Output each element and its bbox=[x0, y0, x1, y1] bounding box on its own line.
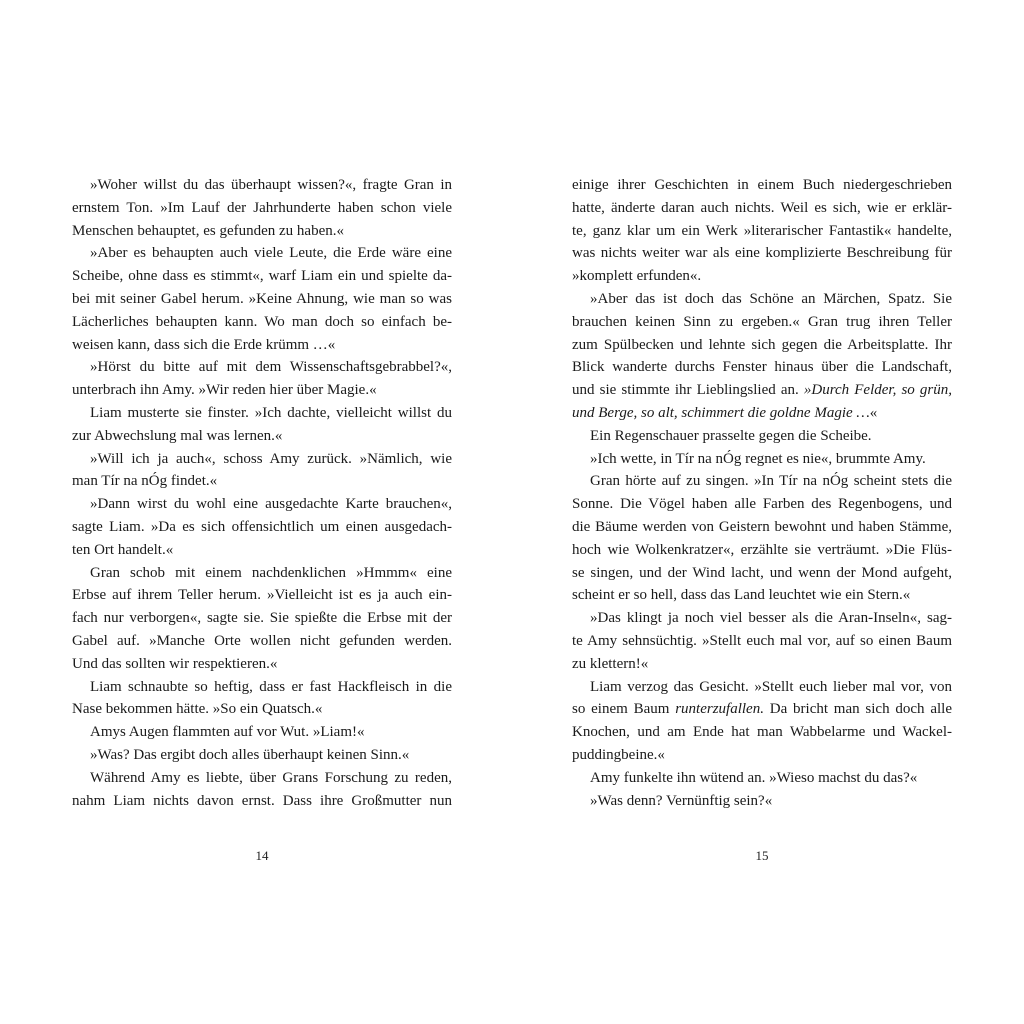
text-line bbox=[572, 448, 952, 471]
text-line bbox=[572, 721, 952, 744]
text-line bbox=[572, 607, 952, 630]
line-text: te, ganz klar um ein Werk »literarischer Fantastik« handelte, bbox=[572, 222, 952, 239]
line-text: »Aber das ist doch das Schöne an Märchen, Spatz. Sie bbox=[590, 290, 952, 307]
text-line bbox=[72, 379, 452, 402]
text-line bbox=[572, 744, 952, 767]
line-text: »Hörst du bitte auf mit dem Wissenschaftsgebrabbel?«, bbox=[90, 359, 452, 376]
text-line bbox=[572, 470, 952, 493]
line-text: bei mit seiner Gabel herum. »Keine Ahnung, wie man so was bbox=[72, 290, 452, 307]
text-line bbox=[72, 197, 452, 220]
line-text: die Bäume werden von Geistern bewohnt und haben Stämme, bbox=[572, 518, 952, 535]
line-text: Gabel auf. »Manche Orte wollen nicht gefunden werden. bbox=[72, 632, 452, 649]
line-text: was nichts weiter war als eine komplizierte Beschreibung für bbox=[572, 245, 952, 262]
text-line bbox=[572, 379, 952, 402]
text-line bbox=[72, 630, 452, 653]
text-line bbox=[572, 197, 952, 220]
line-text: man Tír na nÓg findet.« bbox=[72, 473, 218, 490]
text-line bbox=[572, 174, 952, 197]
line-text: »Aber es behaupten auch viele Leute, die Erde wäre eine bbox=[90, 245, 452, 262]
line-text: ernstem Ton. »Im Lauf der Jahrhunderte haben schon viele bbox=[72, 199, 452, 216]
text-line bbox=[72, 220, 452, 243]
text-line bbox=[72, 470, 452, 493]
text-line bbox=[572, 311, 952, 334]
line-text: ten Ort handelt.« bbox=[72, 541, 174, 558]
line-text: Sonne. Die Vögel haben alle Farben des Regenbogens, und bbox=[572, 496, 952, 513]
text-line bbox=[572, 676, 952, 699]
left-page-text bbox=[72, 174, 452, 812]
line-text: nahm Liam nichts davon ernst. Dass ihre Großmutter nun bbox=[72, 792, 452, 809]
line-text-tail: Da bricht man sich doch alle bbox=[763, 701, 952, 718]
page-number-right: 15 bbox=[755, 848, 769, 863]
line-text: puddingbeine.« bbox=[572, 746, 665, 763]
line-text: hoch wie Wolkenkratzer«, erzählte sie verträumt. »Die Flüs- bbox=[572, 541, 952, 558]
text-line bbox=[72, 516, 452, 539]
text-line bbox=[572, 242, 952, 265]
line-text: se singen, und der Wind lacht, und wenn der Mond aufgeht, bbox=[572, 564, 952, 581]
line-text: »Dann wirst du wohl eine ausgedachte Karte brauchen«, bbox=[90, 496, 452, 513]
line-text: Amys Augen flammten auf vor Wut. »Liam!« bbox=[90, 724, 365, 741]
text-line bbox=[72, 539, 452, 562]
line-text: »Ich wette, in Tír na nÓg regnet es nie«, brummte Amy. bbox=[590, 450, 926, 467]
text-line bbox=[72, 174, 452, 197]
line-text: sagte Liam. »Da es sich offensichtlich um einen ausgedach- bbox=[72, 518, 452, 535]
line-text: und sie stimmte ihr Lieblingslied an. bbox=[572, 382, 799, 399]
text-line bbox=[72, 402, 452, 425]
line-text: Liam schnaubte so heftig, dass er fast Hackfleisch in die bbox=[90, 678, 452, 695]
line-text: weisen kann, dass sich die Erde krümm …« bbox=[72, 336, 336, 353]
line-text: te Amy sehnsüchtig. »Stellt euch mal vor, auf so einen Baum bbox=[572, 632, 952, 649]
text-line bbox=[72, 676, 452, 699]
right-page-text bbox=[572, 174, 952, 812]
line-text: Blick wanderte durchs Fenster hinaus über die Landschaft, bbox=[572, 359, 952, 376]
line-text: »Was denn? Vernünftig sein?« bbox=[590, 792, 773, 809]
line-text: Erbse auf ihrem Teller herum. »Vielleicht ist es ja auch ein- bbox=[72, 587, 452, 604]
text-line bbox=[72, 744, 452, 767]
line-text: Nase bekommen hätte. »So ein Quatsch.« bbox=[72, 701, 323, 718]
text-line bbox=[72, 265, 452, 288]
line-text: einige ihrer Geschichten in einem Buch niedergeschrieben bbox=[572, 177, 952, 193]
line-text: Amy funkelte ihn wütend an. »Wieso machst du das?« bbox=[590, 769, 918, 786]
text-line bbox=[572, 790, 952, 813]
text-line bbox=[72, 242, 452, 265]
line-text: zur Abwechslung mal was lernen.« bbox=[72, 427, 283, 444]
line-text: Menschen behauptet, es gefunden zu haben.« bbox=[72, 222, 344, 239]
text-line bbox=[572, 516, 952, 539]
line-text-tail: « bbox=[869, 404, 878, 421]
text-line bbox=[72, 584, 452, 607]
text-line bbox=[72, 425, 452, 448]
text-line bbox=[72, 288, 452, 311]
text-line bbox=[572, 425, 952, 448]
text-line bbox=[72, 334, 452, 357]
text-line bbox=[572, 220, 952, 243]
text-line bbox=[72, 493, 452, 516]
line-text: Scheibe, ohne dass es stimmt«, warf Liam ein und spielte da- bbox=[72, 268, 452, 285]
italic-text: runterzufallen. bbox=[669, 701, 764, 718]
text-line bbox=[72, 607, 452, 630]
text-line bbox=[572, 698, 952, 721]
line-text: Und das sollten wir respektieren.« bbox=[72, 655, 278, 672]
line-text: hatte, änderte daran auch nichts. Weil es sich, wie er erklär- bbox=[572, 199, 952, 216]
text-line bbox=[72, 448, 452, 471]
line-text: »Das klingt ja noch viel besser als die Aran-Inseln«, sag- bbox=[590, 610, 952, 627]
text-line bbox=[572, 265, 952, 288]
text-line bbox=[572, 334, 952, 357]
line-text: zu klettern!« bbox=[572, 655, 649, 672]
text-line bbox=[572, 402, 952, 425]
text-line bbox=[572, 653, 952, 676]
text-line bbox=[72, 562, 452, 585]
line-text: scheint er so hell, dass das Land leuchtet wie ein Stern.« bbox=[572, 587, 911, 604]
italic-text: und Berge, so alt, schimmert die goldne Magie … bbox=[572, 404, 870, 421]
line-text: Gran schob mit einem nachdenklichen »Hmmm« eine bbox=[90, 564, 452, 581]
text-line bbox=[572, 288, 952, 311]
line-text: so einem Baum bbox=[572, 701, 670, 718]
text-line bbox=[72, 653, 452, 676]
text-line bbox=[72, 721, 452, 744]
text-line bbox=[72, 311, 452, 334]
italic-text: »Durch Felder, so grün, bbox=[798, 382, 952, 399]
text-line bbox=[572, 562, 952, 585]
line-text: unterbrach ihn Amy. »Wir reden hier über Magie.« bbox=[72, 382, 377, 399]
page-number-left: 14 bbox=[255, 848, 269, 863]
text-line bbox=[72, 767, 452, 790]
line-text: zum Spülbecken und lehnte sich gegen die Arbeitsplatte. Ihr bbox=[572, 336, 952, 353]
line-text: »Woher willst du das überhaupt wissen?«, fragte Gran in bbox=[90, 177, 452, 193]
text-line bbox=[72, 790, 452, 813]
text-line bbox=[572, 356, 952, 379]
line-text: »Will ich ja auch«, schoss Amy zurück. »Nämlich, wie bbox=[90, 450, 452, 467]
line-text: fach nur verborgen«, sagte sie. Sie spießte die Erbse mit der bbox=[72, 610, 452, 627]
line-text: Ein Regenschauer prasselte gegen die Scheibe. bbox=[590, 427, 872, 444]
line-text: »Was? Das ergibt doch alles überhaupt keinen Sinn.« bbox=[90, 746, 410, 763]
text-line bbox=[572, 584, 952, 607]
line-text: brauchen keinen Sinn zu ergeben.« Gran trug ihren Teller bbox=[572, 313, 952, 330]
line-text: Liam verzog das Gesicht. »Stellt euch lieber mal vor, von bbox=[590, 678, 952, 695]
line-text: Liam musterte sie finster. »Ich dachte, vielleicht willst du bbox=[90, 404, 452, 421]
line-text: Gran hörte auf zu singen. »In Tír na nÓg scheint stets die bbox=[590, 473, 952, 490]
line-text: Knochen, und am Ende hat man Wabbelarme und Wackel- bbox=[572, 724, 952, 741]
line-text: Lächerliches behaupten kann. Wo man doch so einfach be- bbox=[72, 313, 452, 330]
text-line bbox=[572, 630, 952, 653]
text-line bbox=[572, 539, 952, 562]
text-line bbox=[72, 698, 452, 721]
line-text: »komplett erfunden«. bbox=[572, 268, 702, 285]
text-line bbox=[72, 356, 452, 379]
line-text: Während Amy es liebte, über Grans Forschung zu reden, bbox=[90, 769, 452, 786]
text-line bbox=[572, 493, 952, 516]
text-line bbox=[572, 767, 952, 790]
